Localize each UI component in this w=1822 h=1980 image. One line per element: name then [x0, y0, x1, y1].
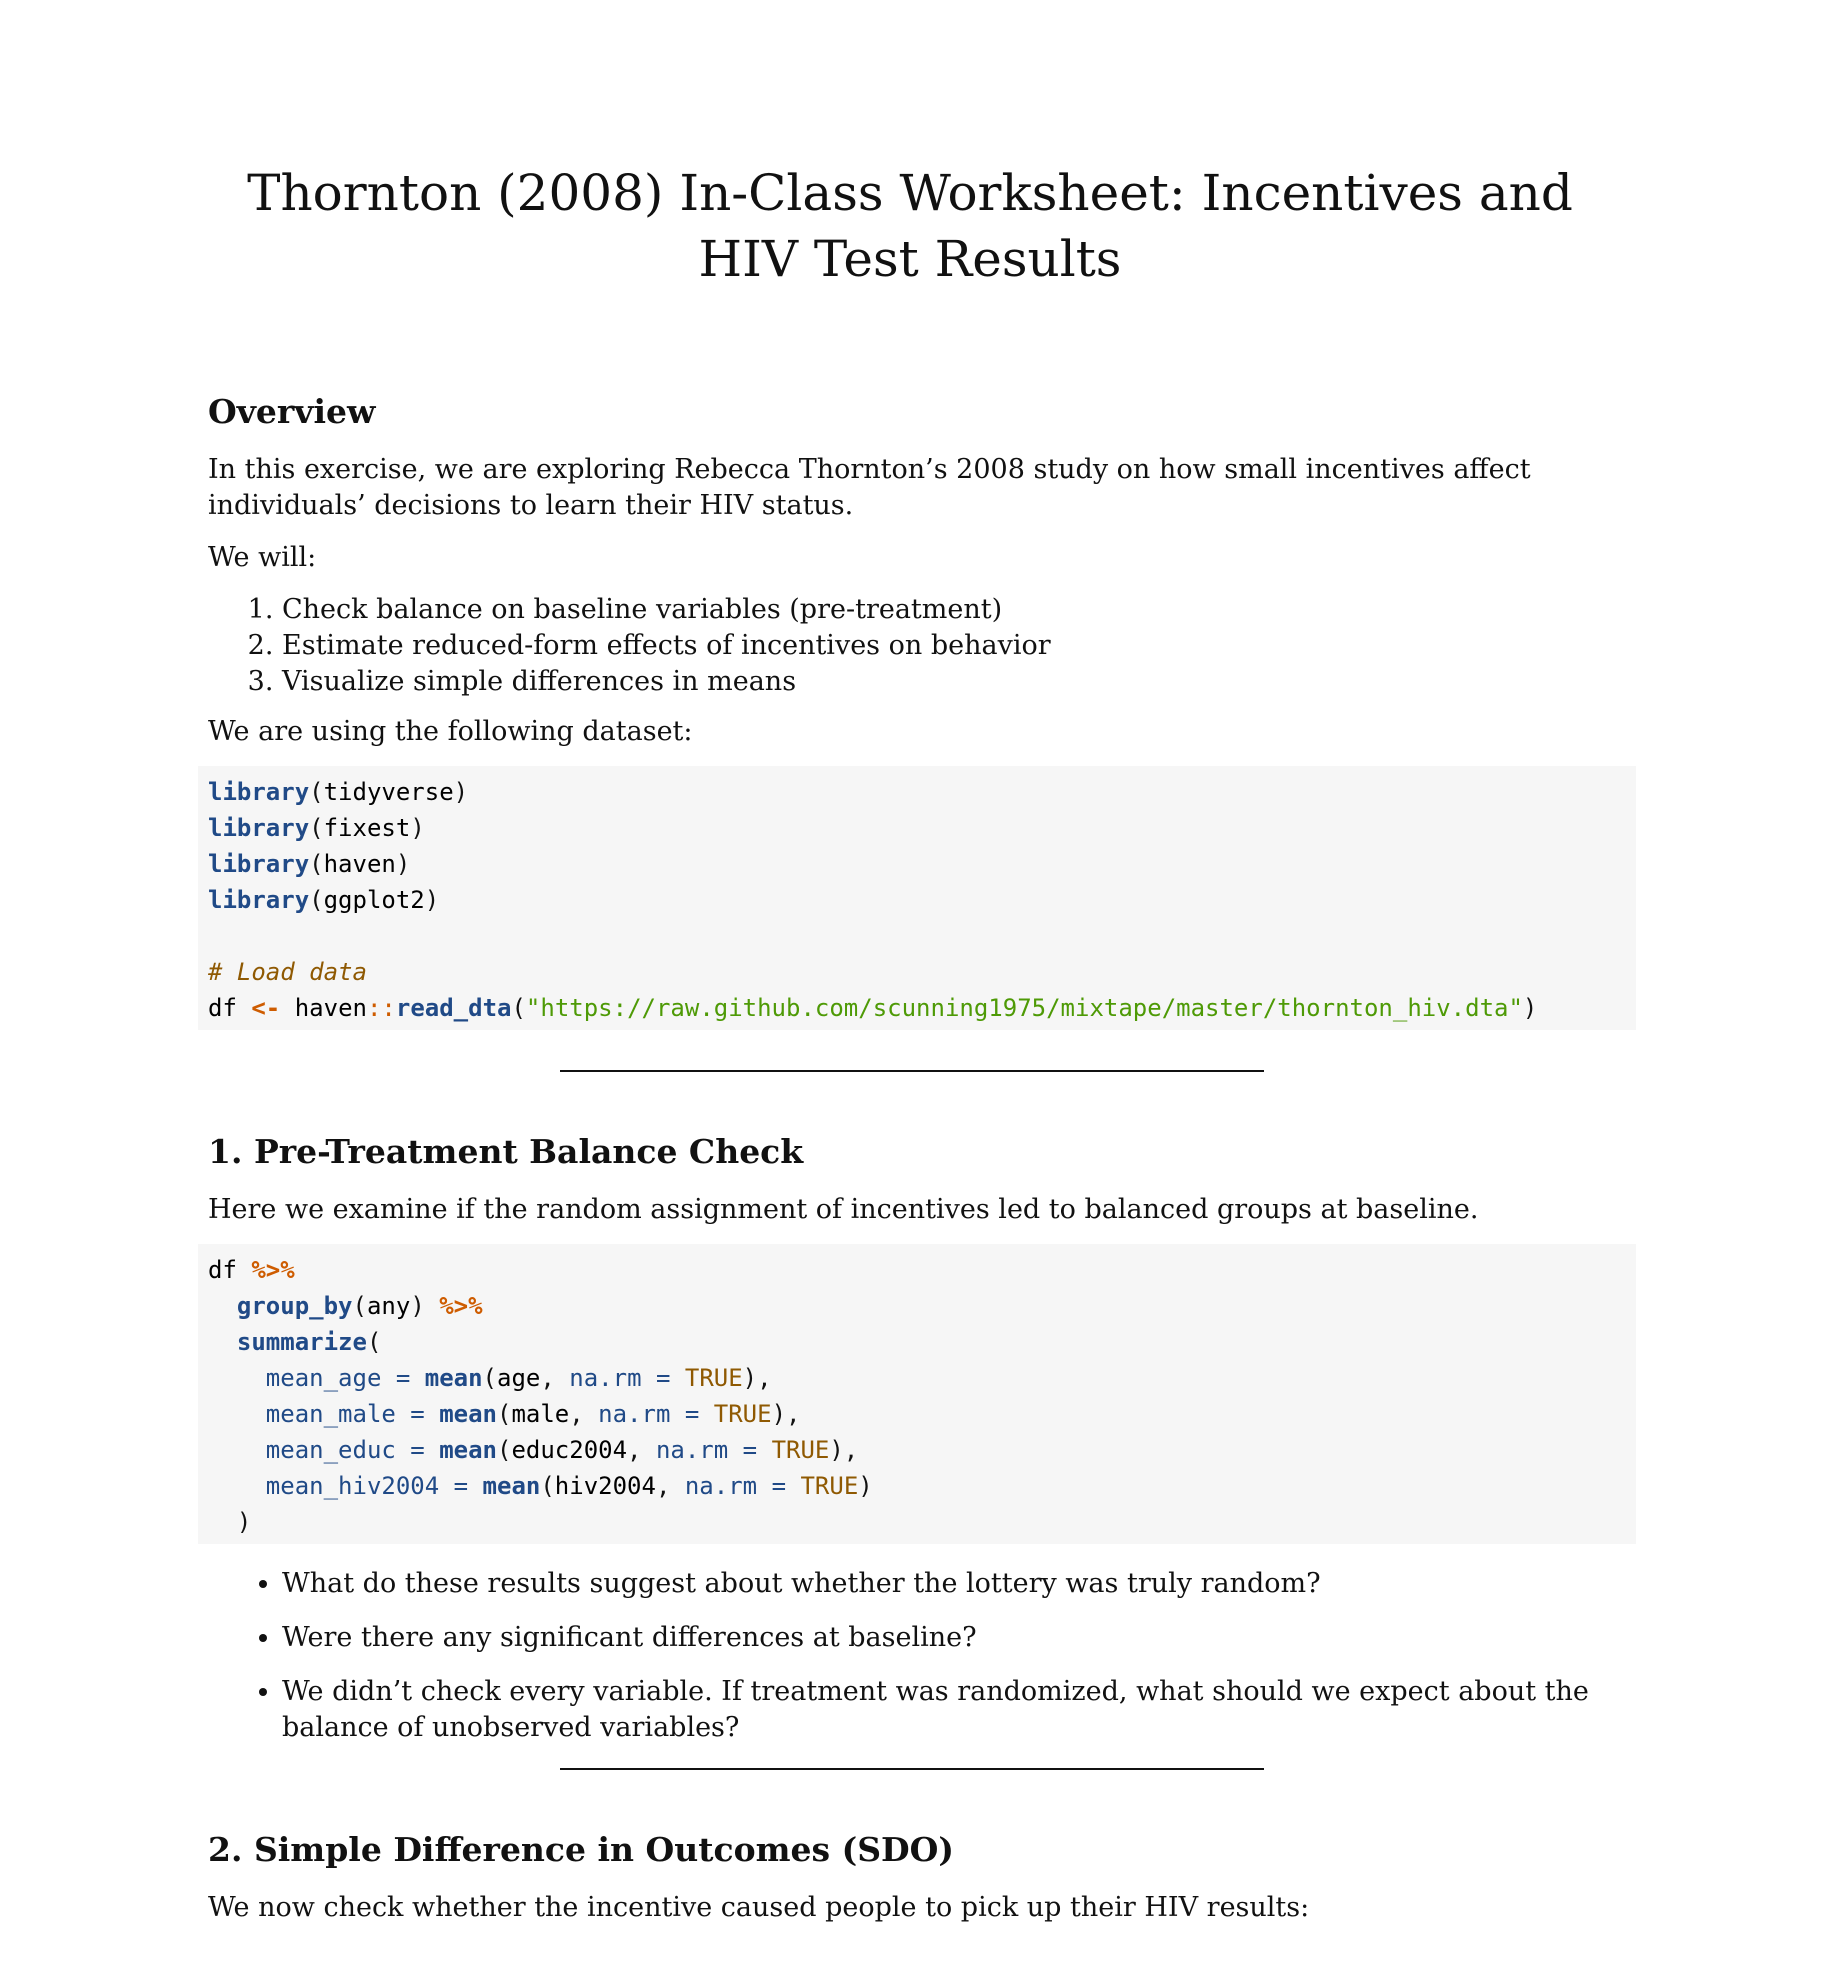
section1-intro: Here we examine if the random assignment of incentives led to balanced groups at baseline.	[208, 1194, 1479, 1225]
code-arg-name: na.rm	[655, 1436, 729, 1464]
code-library-name: tidyverse	[323, 778, 454, 806]
page-title: Thornton (2008) In-Class Worksheet: Incentives and HIV Test Results	[247, 164, 1573, 288]
code-string-url: "https://raw.github.com/scunning1975/mixtape/master/thornton_hiv.dta"	[525, 994, 1523, 1022]
code-equals: =	[395, 1364, 411, 1392]
code-function: mean	[482, 1472, 541, 1500]
code-arg-name: na.rm	[569, 1364, 642, 1392]
code-equals: =	[410, 1400, 425, 1428]
code-namespace: haven	[294, 994, 367, 1022]
code-identifier: male	[511, 1400, 570, 1428]
code-equals: =	[453, 1472, 469, 1500]
code-library-name: fixest	[323, 814, 411, 842]
code-function: group_by	[236, 1292, 353, 1320]
code-identifier: any	[366, 1292, 411, 1320]
code-assign-operator: <-	[251, 994, 281, 1022]
code-identifier: hiv2004	[554, 1472, 656, 1500]
code-block-balance-check: df %>% group_by(any) %>% summarize( mean_age = mean(age, na.rm = TRUE), mean_male = mean(male, na.rm = TRUE), mean_educ = mean(educ2004, na.rm = TRUE), mean_hiv2004 = mean(hiv2004, na.rm = TRUE) )	[198, 1244, 1636, 1544]
code-keyword: library	[208, 814, 310, 842]
steps-list	[208, 592, 1624, 700]
overview-intro: In this exercise, we are exploring Rebecca Thornton’s 2008 study on how small incentives affect individuals’ decisions to learn their HIV status.	[208, 454, 1531, 521]
code-equals: =	[655, 1364, 671, 1392]
section2-heading: 2. Simple Difference in Outcomes (SDO)	[208, 1830, 955, 1869]
horizontal-rule	[560, 1070, 1264, 1072]
code-constant: TRUE	[684, 1364, 743, 1392]
code-equals: =	[771, 1472, 787, 1500]
code-equals: =	[410, 1436, 425, 1464]
questions-list	[208, 1566, 1624, 1746]
code-function: mean	[439, 1400, 497, 1428]
code-function: mean	[439, 1436, 497, 1464]
code-arg-name: mean_age	[265, 1364, 382, 1392]
horizontal-rule	[560, 1768, 1264, 1770]
code-arg-name: na.rm	[684, 1472, 758, 1500]
code-identifier: df	[208, 1256, 237, 1284]
code-namespace-operator: ::	[366, 994, 396, 1022]
code-keyword: library	[208, 850, 310, 878]
code-identifier: age	[497, 1364, 541, 1392]
list-item: • Were there any significant differences at baseline?	[282, 1620, 1624, 1656]
code-keyword: library	[208, 886, 310, 914]
code-arg-name: mean_hiv2004	[265, 1472, 440, 1500]
document-body	[208, 390, 1624, 1942]
code-function: summarize	[236, 1328, 367, 1356]
we-will-text: We will:	[208, 542, 317, 573]
code-keyword: library	[208, 778, 310, 806]
list-item: 2. Estimate reduced-form effects of incentives on behavior	[282, 628, 1624, 664]
code-arg-name: mean_male	[265, 1400, 396, 1428]
code-constant: TRUE	[713, 1400, 772, 1428]
code-comment: # Load data	[208, 958, 367, 986]
list-item: 1. Check balance on baseline variables (pre-treatment)	[282, 592, 1624, 628]
section1-heading: 1. Pre-Treatment Balance Check	[208, 1132, 804, 1171]
code-identifier: educ2004	[511, 1436, 628, 1464]
code-constant: TRUE	[771, 1436, 830, 1464]
code-block-load-data: library(tidyverse) library(fixest) library(haven) library(ggplot2) # Load data df <- haven::read_dta("https://raw.github.com/scunning1975/mixtape/master/thornton_hiv.dta")	[198, 766, 1636, 1030]
code-equals: =	[684, 1400, 700, 1428]
list-item: • We didn’t check every variable. If treatment was randomized, what should we expect about the balance of unobserved variables?	[282, 1674, 1624, 1746]
code-arg-name: na.rm	[598, 1400, 671, 1428]
code-library-name: ggplot2	[323, 886, 425, 914]
dataset-text: We are using the following dataset:	[208, 716, 693, 747]
code-library-name: haven	[323, 850, 396, 878]
code-constant: TRUE	[800, 1472, 859, 1500]
list-item: • What do these results suggest about whether the lottery was truly random?	[282, 1566, 1624, 1602]
list-item: 3. Visualize simple differences in means	[282, 664, 1624, 700]
section2-intro: We now check whether the incentive caused people to pick up their HIV results:	[208, 1892, 1310, 1923]
code-equals: =	[742, 1436, 758, 1464]
code-arg-name: mean_educ	[265, 1436, 396, 1464]
code-pipe-operator: %>%	[251, 1256, 295, 1284]
code-identifier: df	[208, 994, 237, 1022]
code-function: mean	[424, 1364, 483, 1392]
code-pipe-operator: %>%	[439, 1292, 483, 1320]
code-function: read_dta	[395, 994, 512, 1022]
overview-heading: Overview	[208, 392, 376, 431]
